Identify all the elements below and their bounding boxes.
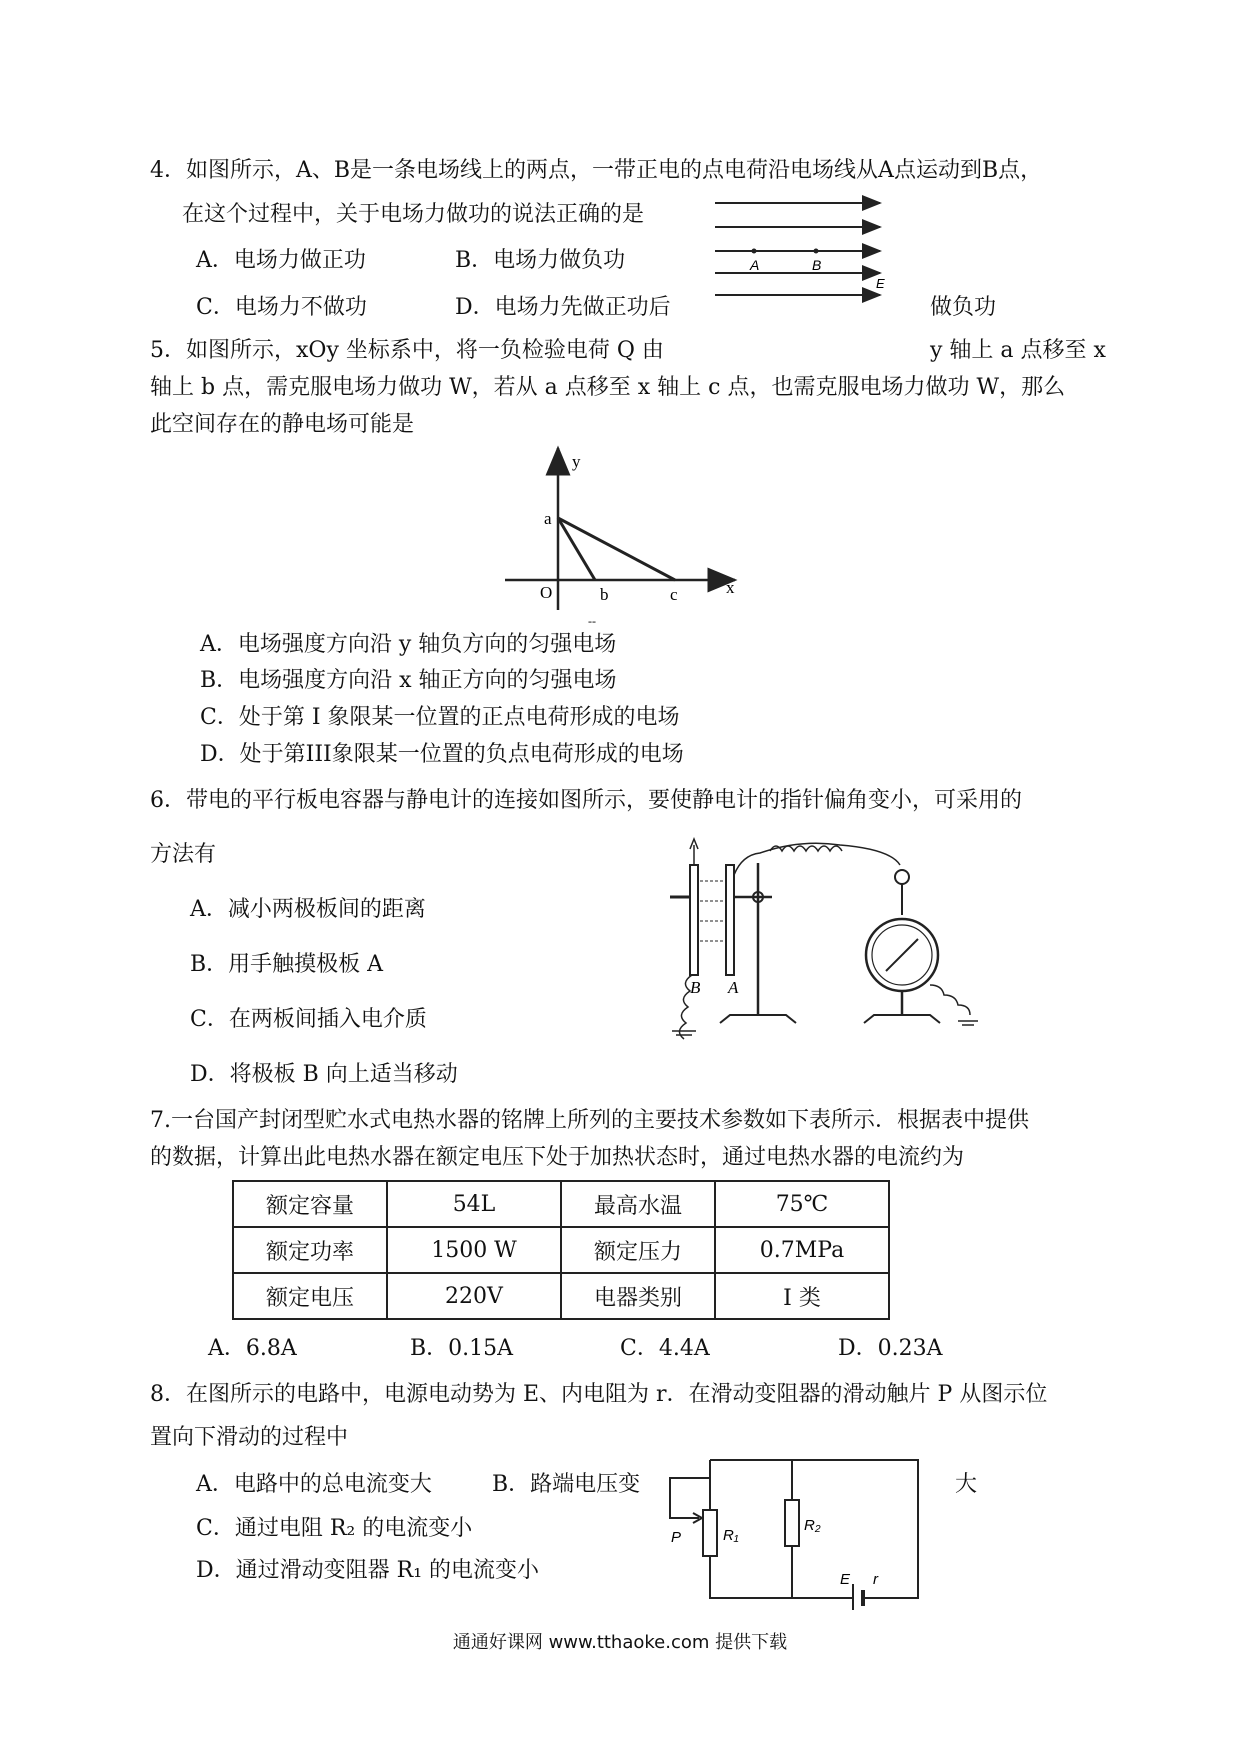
table-cell: 75℃ bbox=[715, 1181, 889, 1227]
q4-option-d-tail: 做负功 bbox=[930, 295, 997, 320]
q4-field-lines-figure bbox=[710, 195, 890, 305]
table-cell: 电器类别 bbox=[561, 1273, 715, 1319]
q8-circuit-figure bbox=[665, 1450, 935, 1610]
q5-option-b: B．电场强度方向沿 x 轴正方向的匀强电场 bbox=[200, 668, 617, 693]
plate-a-label: A bbox=[728, 978, 739, 997]
q7-option-c: C．4.4A bbox=[620, 1336, 710, 1361]
q8-option-d: D．通过滑动变阻器 R₁ 的电流变小 bbox=[196, 1558, 540, 1583]
q5-line2: 轴上 b 点，需克服电场力做功 W，若从 a 点移至 x 轴上 c 点，也需克服电场力做功 W，那么 bbox=[150, 375, 1066, 400]
table-cell: 1500 W bbox=[387, 1227, 561, 1273]
q4-line1: 4．如图所示，A、B是一条电场线上的两点，一带正电的点电荷沿电场线从A点运动到B点， bbox=[150, 158, 1043, 183]
x-label: x bbox=[726, 578, 735, 597]
q6-line1: 6．带电的平行板电容器与静电计的连接如图所示，要使静电计的指针偏角变小，可采用的 bbox=[150, 788, 1023, 813]
origin-label: O bbox=[540, 583, 553, 602]
q5-line3: 此空间存在的静电场可能是 bbox=[150, 412, 415, 437]
table-cell: 220V bbox=[387, 1273, 561, 1319]
resistor-r2 bbox=[785, 1500, 799, 1546]
q5-option-d: D．处于第III象限某一位置的负点电荷形成的电场 bbox=[200, 742, 684, 767]
table-cell: 额定容量 bbox=[233, 1181, 387, 1227]
q6-capacitor-electroscope-figure bbox=[650, 835, 980, 1040]
q6-line2: 方法有 bbox=[150, 842, 217, 867]
c-label: c bbox=[670, 585, 678, 604]
q7-option-d: D．0.23A bbox=[838, 1336, 943, 1361]
q4-line2: 在这个过程中，关于电场力做功的说法正确的是 bbox=[182, 202, 645, 227]
q7-line2: 的数据，计算出此电热水器在额定电压下处于加热状态时，通过电热水器的电流约为 bbox=[150, 1145, 965, 1170]
q7-option-b: B．0.15A bbox=[410, 1336, 514, 1361]
table-cell: 额定电压 bbox=[233, 1273, 387, 1319]
q7-line1: 7.一台国产封闭型贮水式电热水器的铭牌上所列的主要技术参数如下表所示．根据表中提供 bbox=[150, 1108, 1029, 1133]
plate-a bbox=[726, 865, 734, 975]
q8-option-b-tail: 大 bbox=[955, 1472, 978, 1497]
p-label: P bbox=[671, 1529, 682, 1546]
q5-option-a: A．电场强度方向沿 y 轴负方向的匀强电场 bbox=[200, 632, 617, 657]
table-row bbox=[233, 1227, 889, 1273]
q4-option-b: B．电场力做负功 bbox=[455, 248, 626, 273]
q8-option-c: C．通过电阻 R₂ 的电流变小 bbox=[196, 1516, 473, 1541]
q8-line2: 置向下滑动的过程中 bbox=[150, 1425, 349, 1450]
plate-b bbox=[690, 865, 698, 975]
q5-coordinate-figure bbox=[500, 440, 750, 630]
q5-option-c: C．处于第 I 象限某一位置的正点电荷形成的电场 bbox=[200, 705, 680, 730]
table-cell: 额定压力 bbox=[561, 1227, 715, 1273]
q7-option-a: A．6.8A bbox=[208, 1336, 297, 1361]
q6-option-c: C．在两板间插入电介质 bbox=[190, 1007, 427, 1032]
table-cell: 额定功率 bbox=[233, 1227, 387, 1273]
q6-option-d: D．将极板 B 向上适当移动 bbox=[190, 1062, 458, 1087]
table-cell: 54L bbox=[387, 1181, 561, 1227]
small-mark: -- bbox=[588, 614, 596, 628]
q8-option-a: A．电路中的总电流变大 bbox=[196, 1472, 432, 1497]
point-b-dot bbox=[814, 249, 819, 254]
q6-option-b: B．用手触摸极板 A bbox=[190, 952, 384, 977]
q5-line1: 5．如图所示，xOy 坐标系中，将一负检验电荷 Q 由 bbox=[150, 338, 664, 363]
spec-table bbox=[232, 1180, 890, 1320]
q5-line1-right: y 轴上 a 点移至 x bbox=[930, 338, 1106, 363]
r2-label: R₂ bbox=[804, 1517, 821, 1534]
y-label: y bbox=[572, 452, 581, 471]
field-e-label: E bbox=[876, 276, 885, 291]
q6-option-a: A．减小两极板间的距离 bbox=[190, 897, 426, 922]
r-label: r bbox=[873, 1571, 878, 1588]
q4-option-d: D．电场力先做正功后 bbox=[455, 295, 671, 320]
q4-option-c: C．电场力不做功 bbox=[196, 295, 367, 320]
table-cell: I 类 bbox=[715, 1273, 889, 1319]
q8-option-b: B．路端电压变 bbox=[492, 1472, 641, 1497]
page-footer: 通通好课网 www.tthaoke.com 提供下载 bbox=[452, 1632, 788, 1653]
a-label: a bbox=[544, 509, 552, 528]
q8-line1: 8．在图所示的电路中，电源电动势为 E、内电阻为 r．在滑动变阻器的滑动触片 P 从图示位 bbox=[150, 1382, 1048, 1407]
point-a-label: A bbox=[750, 257, 760, 273]
e-label: E bbox=[840, 1571, 851, 1588]
table-row bbox=[233, 1273, 889, 1319]
table-cell: 最高水温 bbox=[561, 1181, 715, 1227]
b-label: b bbox=[600, 585, 609, 604]
table-cell: 0.7MPa bbox=[715, 1227, 889, 1273]
q4-option-a: A．电场力做正功 bbox=[196, 248, 366, 273]
electroscope-needle bbox=[886, 939, 918, 971]
point-b-label: B bbox=[812, 257, 822, 273]
r1-label: R₁ bbox=[723, 1527, 739, 1544]
resistor-r1 bbox=[703, 1510, 717, 1556]
point-a-dot bbox=[752, 249, 757, 254]
table-row bbox=[233, 1181, 889, 1227]
plate-b-label: B bbox=[690, 978, 701, 997]
